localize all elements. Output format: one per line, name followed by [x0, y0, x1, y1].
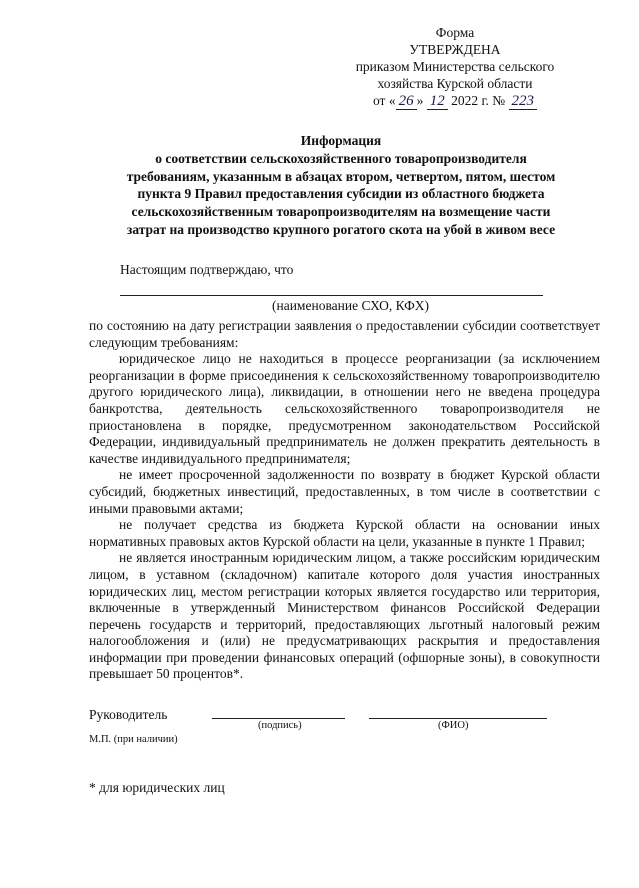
organization-name-field[interactable] [120, 295, 543, 296]
date-day: 26 [396, 94, 417, 110]
order-label: приказом Министерства сельского [355, 59, 555, 74]
requirement-not-foreign: не является иностранным юридическим лицом, а также российским юридическим лицом, в уставном (складочном) капитале которого доля участия иностранных юридических лиц, местом регистрации которых является государство или территория, включенные в утвержденный Министерством финансов Российской Федерации перечень государств и территорий, предоставляющих льготный налоговый режим налогообложения и (или) не предусматривающих раскрытия и предоставления информации при проведении финансовых операций (офшорные зоны), в совокупности превышает 50 процентов*. [89, 550, 600, 682]
date-year: 2022 г. № [451, 93, 506, 108]
requirement-reorganization: юридическое лицо не находиться в процессе реорганизации (за исключением реорганизации в форме присоединения к сельскохозяйственному товаропроизводителю другого юридического лица), ликвидации, в отношении него не введена процедура банкротства, деятельность сельскохозяйственного товаропроизводителя не приостановлена в порядке, предусмотренном законодательством Российской Федерации, индивидуальный предприниматель не должен прекратить деятельность в качестве индивидуального предпринимателя; [89, 351, 600, 466]
footnote: * для юридических лиц [89, 780, 225, 795]
requirements-body [89, 318, 600, 683]
approval-date-line: от « 26 » 12 2022 г. № 223 [330, 92, 580, 110]
signature-role: Руководитель [89, 707, 168, 722]
stamp-place-label: М.П. (при наличии) [89, 734, 178, 745]
approved-label: УТВЕРЖДЕНА [409, 42, 501, 57]
ministry-label: хозяйства Курской области [377, 76, 533, 91]
requirement-no-other-funds: не получает средства из бюджета Курской области на основании иных нормативных правовых актов Курской области на цели, указанные в пункте 1 Правил; [89, 517, 600, 549]
signature-field[interactable] [212, 718, 345, 719]
order-number: 223 [509, 94, 538, 110]
signature-caption: (подпись) [258, 720, 302, 731]
document-title: Информация о соответствии сельскохозяйственного товаропроизводителя требованиям, указанным в абзацах втором, четвертом, пятом, шестом пункта 9 Правил предоставления субсидии из областного бюджета сельскохозяйственным товаропроизводителям на возмещение части затрат на производство крупного рогатого скота на убой в живом весе [126, 133, 556, 237]
date-month: 12 [427, 94, 448, 110]
confirm-text: Настоящим подтверждаю, что [120, 262, 294, 277]
full-name-field[interactable] [369, 718, 547, 719]
full-name-caption: (ФИО) [438, 720, 469, 731]
organization-name-caption: (наименование СХО, КФХ) [272, 298, 429, 313]
approval-block [330, 24, 580, 110]
form-label: Форма [435, 25, 475, 40]
requirements-intro: по состоянию на дату регистрации заявления о предоставлении субсидии соответствует следующим требованиям: [89, 318, 600, 350]
requirement-no-debt: не имеет просроченной задолженности по возврату в бюджет Курской области субсидий, бюджетных инвестиций, предоставленных, в том числе в соответствии с иными правовыми актами; [89, 467, 600, 516]
